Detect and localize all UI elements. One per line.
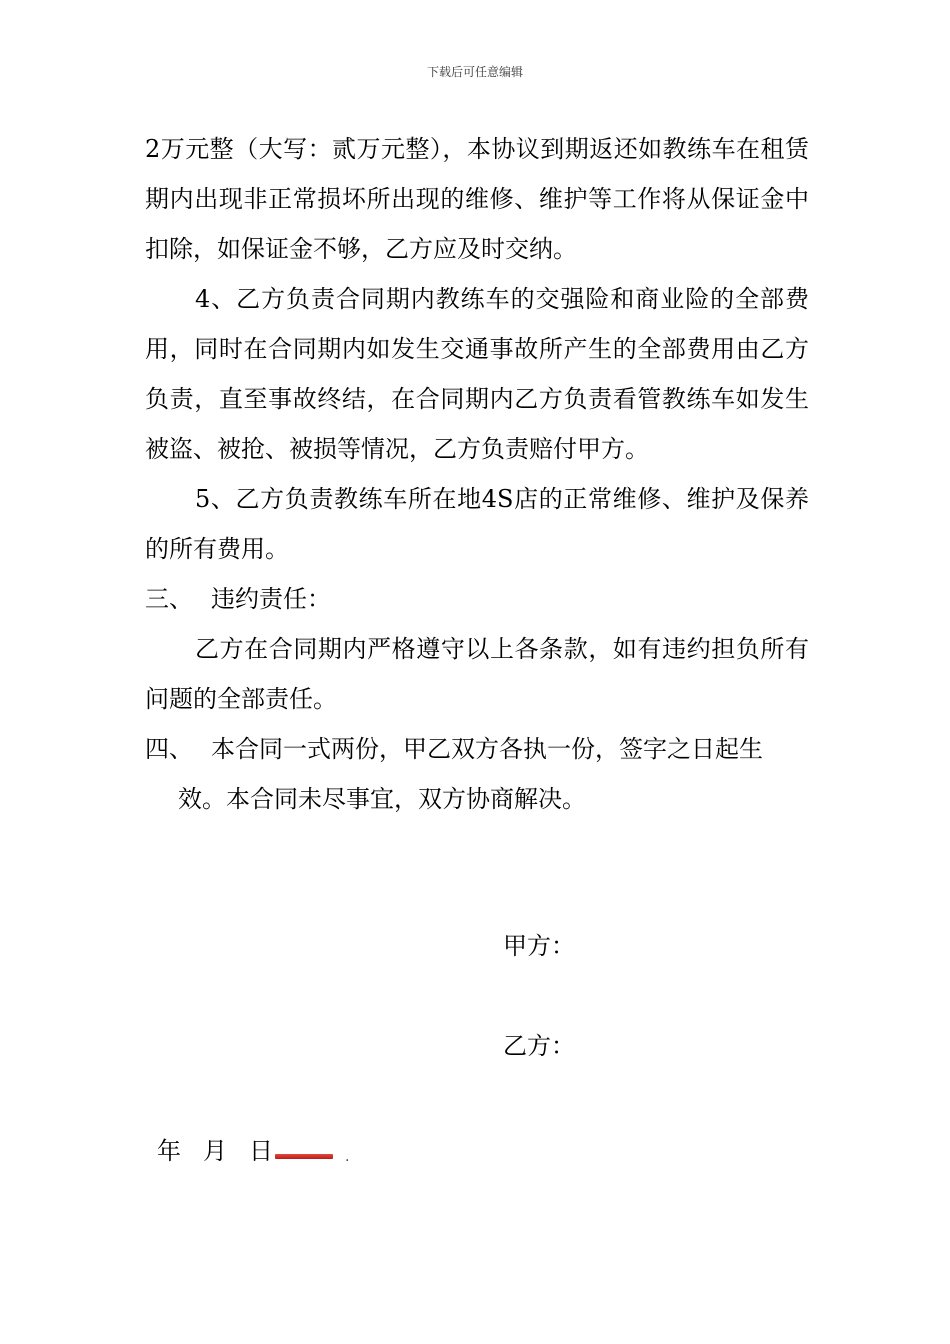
section-4-heading [145,724,809,774]
paragraph-clause-4: 4、乙方负责合同期内教练车的交强险和商业险的全部费用，同时在合同期内如发生交通事故所产生的全部费用由乙方负责，直至事故终结，在合同期内乙方负责看管教练车如发生被盗、被抢、被损等情况，乙方负责赔付甲方。 [145,285,809,463]
section-3-number: 三、 [145,585,193,613]
signature-party-b: 乙方： [503,1032,575,1060]
date-year: 年 [157,1137,181,1165]
paragraph-clause-5: 5、乙方负责教练车所在地4S店的正常维修、维护及保养的所有费用。 [145,485,809,563]
document-body [145,124,809,824]
red-stamp-mark [275,1154,333,1159]
signature-party-a: 甲方： [503,932,575,960]
date-day: 日 [249,1137,273,1165]
page-header-note: 下载后可任意编辑 [426,65,523,79]
section-3-title: 违约责任： [211,585,331,613]
date-line [157,1130,349,1172]
section-3-body: 乙方在合同期内严格遵守以上各条款，如有违约担负所有问题的全部责任。 [145,635,809,713]
section-3-heading [145,574,809,624]
paragraph-deposit: 2万元整（大写：贰万元整），本协议到期返还如教练车在租赁期内出现非正常损坏所出现的维修、维护等工作将从保证金中扣除，如保证金不够，乙方应及时交纳。 [145,135,809,263]
section-4-first-line: 本合同一式两份，甲乙双方各执一份，签字之日起生 [211,735,763,763]
date-month: 月 [203,1137,227,1165]
section-4-number: 四、 [145,735,193,763]
trailing-dot: . [345,1149,350,1165]
section-4-continuation: 效。本合同未尽事宜，双方协商解决。 [178,785,586,813]
